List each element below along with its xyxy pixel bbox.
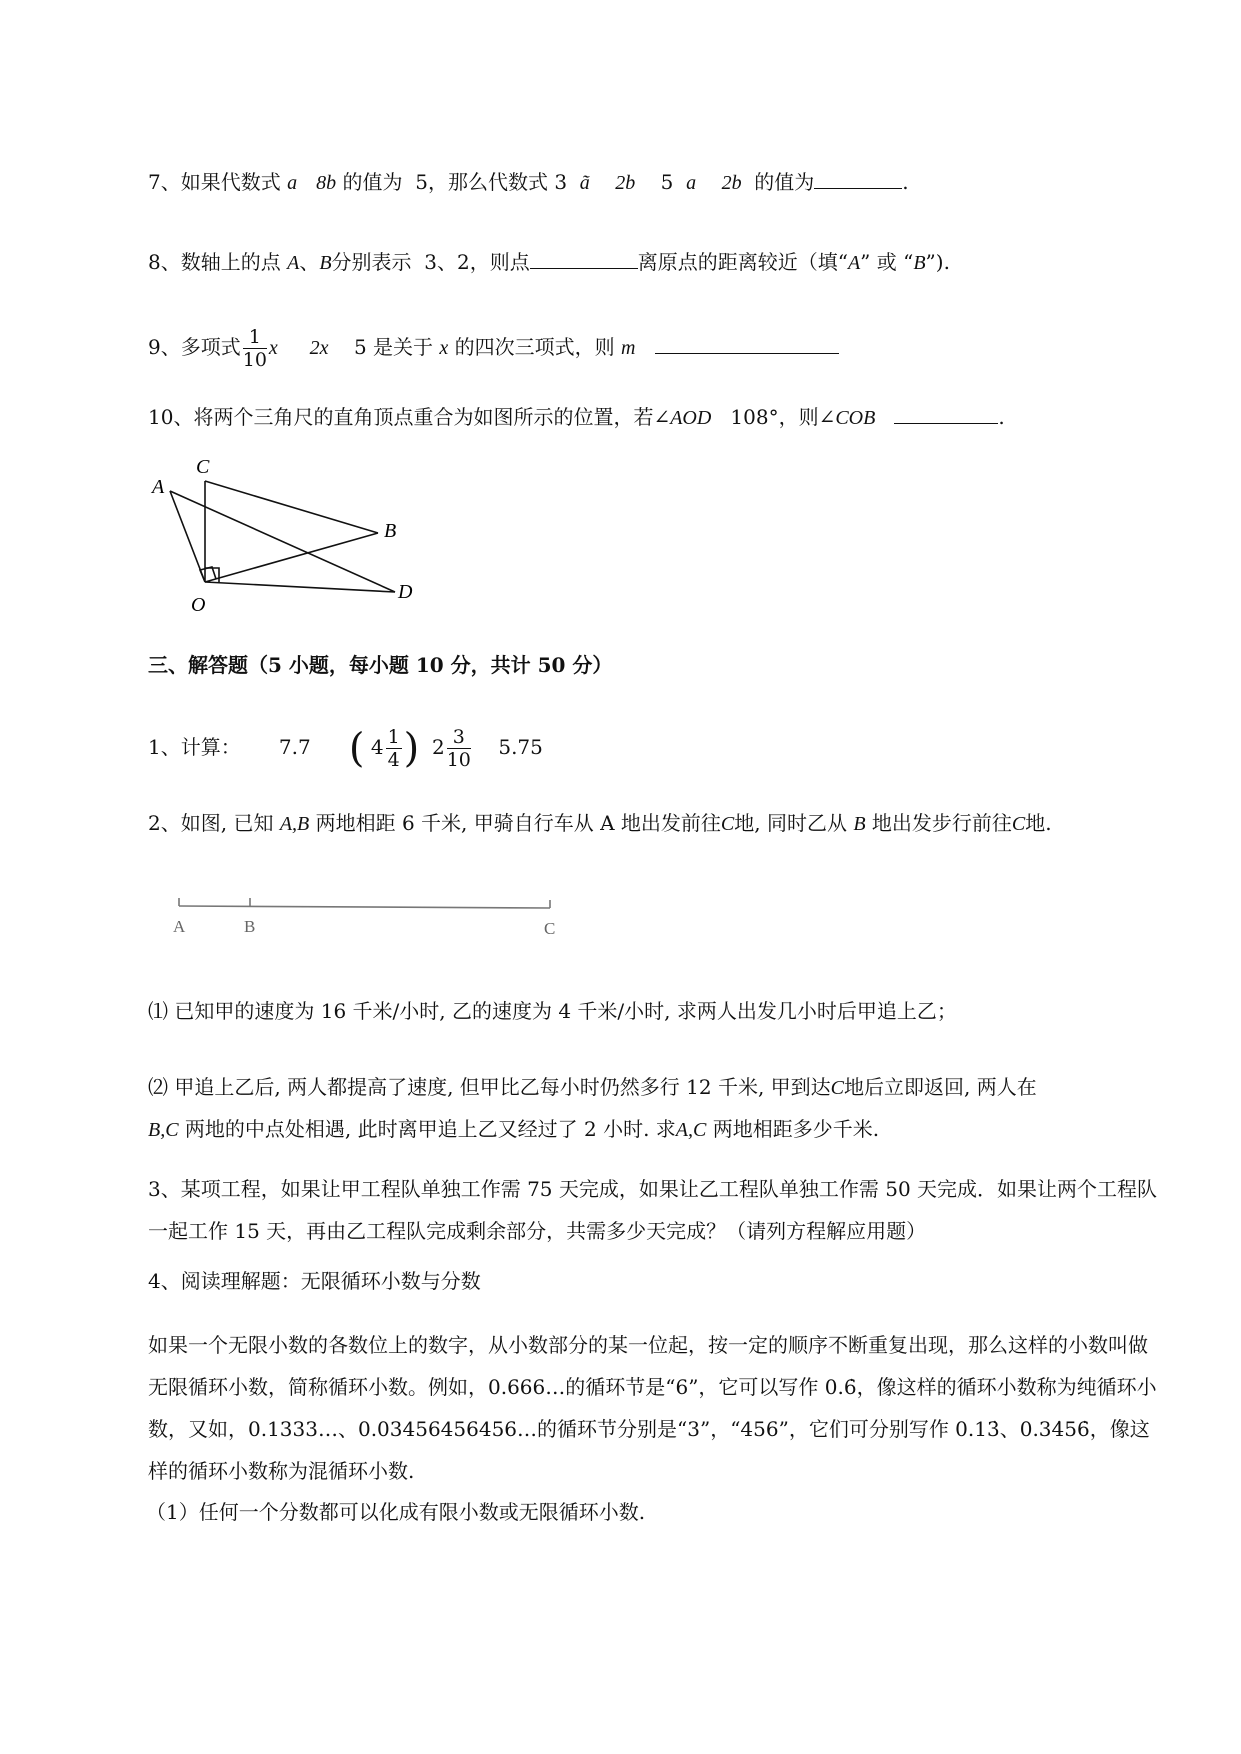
q9-numerator: 1 — [243, 326, 267, 349]
q7-var: ã — [579, 172, 590, 194]
s1-numerator2: 3 — [447, 726, 471, 749]
q7-term3: 2b — [721, 172, 742, 194]
right-paren: ) — [403, 725, 420, 772]
answer-blank[interactable] — [530, 248, 638, 269]
s1-numerator: 1 — [387, 726, 400, 748]
triangle-figure — [140, 455, 440, 630]
label-b: B — [384, 520, 397, 542]
q7-text3: 5，那么代数式 — [415, 170, 548, 194]
answer-blank[interactable] — [814, 168, 902, 189]
solve-4-paragraph: 如果一个无限小数的各数位上的数字，从小数部分的某一位起，按一定的顺序不断重复出现，那么这样的小数叫做无限循环小数，简称循环小数。例如，0.666…的循环节是“6”，它可以写作 0.6̇，像这样的循环小数称为纯循环小数，又如，0.1333…、0.03456456456…的循环节分别是“3”，“456”，它们可分别写作 0.13̇、0.34̇56̇，像这样的循环小数称为混循环小数. — [148, 1333, 1157, 1483]
s2-text3: 地, 同时乙从 — [734, 811, 847, 835]
s2p2-points: B,C — [148, 1119, 179, 1141]
s2-points: A,B — [279, 813, 310, 835]
answer-blank[interactable] — [894, 403, 998, 424]
q8-opt-b: B — [913, 252, 926, 274]
label-b: B — [244, 917, 256, 936]
segment-cb — [205, 481, 378, 533]
q10-angle-aod: AOD — [670, 407, 712, 429]
s2p2-text3: 两地的中点处相遇, 此时离甲追上乙又经过了 2 小时. 求 — [184, 1117, 676, 1141]
solve-2-part-2-line2 — [148, 1114, 879, 1145]
q9-var-m: m — [621, 337, 636, 359]
q7-var-a: a — [287, 172, 298, 194]
solve-3: 3、某项工程，如果让甲工程队单独工作需 75 天完成，如果让乙工程队单独工作需 50 天完成．如果让两个工程队一起工作 15 天，再由乙工程队完成剩余部分，共需多少天完成？（请列方程解应用题） — [148, 1177, 1158, 1243]
s1-fraction — [386, 726, 402, 771]
q10-text2: 108°，则∠ — [730, 405, 836, 429]
label-d: D — [398, 581, 413, 603]
q7-text4: 的值为 — [754, 170, 815, 194]
s2-text2: 两地相距 6 千米, 甲骑自行车从 A 地出发前往 — [315, 811, 721, 835]
q9-denominator: 10 — [242, 349, 267, 371]
q9-var-x: x — [268, 337, 278, 359]
q9-term: 2x — [309, 337, 329, 359]
q8-sep: 、 — [299, 250, 320, 274]
q8-opt-a: A — [847, 252, 861, 274]
s1-num2: 5.75 — [498, 735, 543, 759]
q9-var-x2: x — [439, 337, 449, 359]
s2p2-point-c: C — [830, 1077, 845, 1099]
q8-text: 8、数轴上的点 — [148, 250, 281, 274]
number-line — [179, 906, 550, 908]
q8-text6: ”). — [925, 250, 950, 274]
left-paren: ( — [348, 725, 365, 772]
q10-text: 10、将两个三角尺的直角顶点重合为如图所示的位置，若∠ — [148, 405, 671, 429]
question-7 — [148, 167, 909, 198]
s1-fraction2 — [447, 726, 471, 771]
q7-text: 7、如果代数式 — [148, 170, 281, 194]
s2p2-points2: A,C — [675, 1119, 707, 1141]
q8-text5: ” 或 “ — [860, 250, 914, 274]
q9-text3: 的四次三项式，则 — [454, 335, 615, 359]
label-o: O — [191, 594, 206, 616]
s2-text5: 地. — [1025, 811, 1052, 835]
section-heading: 三、解答题（5 小题，每小题 10 分，共计 50 分） — [148, 653, 613, 677]
segment-ob — [205, 533, 378, 582]
label-c: C — [196, 456, 210, 478]
solve-1 — [148, 726, 543, 771]
solve-2 — [148, 808, 1052, 839]
solve-2-part-1: ⑴ 已知甲的速度为 16 千米/小时, 乙的速度为 4 千米/小时, 求两人出发几小时后甲追上乙； — [148, 999, 957, 1023]
q7-text2: 的值为 — [342, 170, 403, 194]
q7-var2: a — [686, 172, 697, 194]
s2-point-b: B — [853, 813, 866, 835]
q10-period: . — [998, 405, 1005, 429]
label-a: A — [173, 917, 186, 936]
label-a: A — [152, 476, 165, 498]
label-c: C — [544, 919, 556, 938]
question-8 — [148, 247, 950, 278]
s1-denominator: 4 — [387, 749, 400, 771]
solve-4-part-1: （1）任何一个分数都可以化成有限小数或无限循环小数. — [146, 1500, 646, 1524]
q7-coef: 3 — [554, 170, 568, 194]
s1-whole2: 2 — [431, 735, 445, 759]
s1-num: 7.7 — [278, 735, 311, 759]
q9-text: 9、多项式 — [148, 335, 241, 359]
s2p2-text: ⑵ 甲追上乙后, 两人都提高了速度, 但甲比乙每小时仍然多行 12 千米, 甲到达 — [148, 1075, 831, 1099]
solve-2-part-2-line1 — [148, 1072, 1037, 1103]
answer-blank[interactable] — [655, 333, 839, 354]
segment-od — [205, 582, 395, 592]
s1-whole: 4 — [370, 735, 384, 759]
q8-point-b: B — [319, 252, 332, 274]
s1-denominator2: 10 — [446, 749, 471, 771]
q8-text3: 3、2，则点 — [424, 250, 530, 274]
q8-text4: 离原点的距离较近（填“ — [637, 250, 848, 274]
q9-fraction — [243, 326, 267, 371]
s2-point-c: C — [720, 813, 735, 835]
q7-term: 8b — [316, 172, 337, 194]
s1-text: 1、计算： — [148, 735, 241, 759]
number-line-figure — [165, 888, 565, 938]
s2-point-c2: C — [1011, 813, 1026, 835]
s2p2-text2: 地后立即返回, 两人在 — [844, 1075, 1037, 1099]
q9-text2: 5 是关于 — [353, 335, 434, 359]
q10-angle-cob: COB — [835, 407, 876, 429]
s2-text: 2、如图, 已知 — [148, 811, 274, 835]
question-9 — [148, 326, 839, 371]
solve-4-title: 4、阅读理解题：无限循环小数与分数 — [148, 1269, 481, 1293]
s2-text4: 地出发步行前往 — [871, 811, 1012, 835]
q7-coef2: 5 — [660, 170, 674, 194]
question-10 — [148, 402, 1005, 433]
q7-term2: 2b — [615, 172, 636, 194]
q8-point-a: A — [287, 252, 300, 274]
s2p2-text4: 两地相距多少千米. — [712, 1117, 880, 1141]
q8-text2: 分别表示 — [331, 250, 412, 274]
q7-period: . — [902, 170, 909, 194]
